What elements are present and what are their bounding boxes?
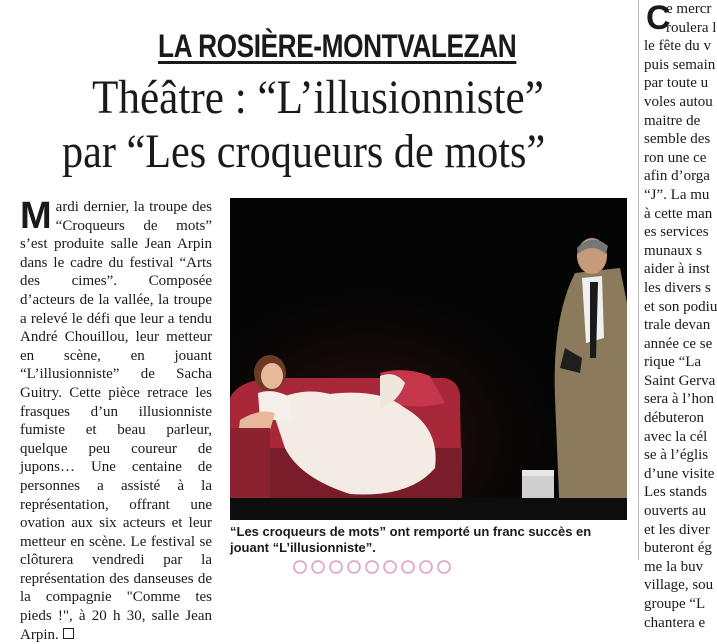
adjacent-column-line: e mercr [666, 1, 712, 17]
adjacent-column-line: me la buv [644, 558, 704, 575]
adjacent-column-line: trale devan [644, 317, 711, 334]
adjacent-column-line: puis semain [644, 56, 716, 73]
adjacent-column-line: se à l’églis [644, 447, 709, 464]
adjacent-column-line: rique “La [644, 354, 702, 371]
adjacent-column-line: avec la cél [644, 428, 708, 445]
adjacent-column-line: et son podiu [644, 298, 717, 315]
adjacent-column-line: voles autou [644, 93, 713, 110]
adjacent-column-line: le fête du v [644, 38, 712, 55]
adjacent-column-line: Saint Gerva [644, 372, 716, 389]
adjacent-column-line: sera à l’hon [644, 391, 714, 408]
article-dropcap: M [20, 195, 52, 237]
adjacent-column-line: chantera e [644, 614, 706, 631]
adjacent-column-line: groupe “L [644, 596, 706, 612]
adjacent-column-line: et les diver [644, 521, 710, 538]
adjacent-column-line: ouverts au [644, 503, 707, 520]
adjacent-column-line: aider à inst [644, 261, 710, 278]
adjacent-column-line: es services [644, 224, 709, 241]
adjacent-article-column [644, 0, 717, 631]
theatre-photo [230, 198, 627, 520]
adjacent-column-line: les divers s [644, 279, 711, 296]
adjacent-column-line: roulera l [666, 19, 717, 36]
adjacent-column-line: munaux s [644, 242, 702, 259]
adjacent-column-line: par toute u [644, 75, 709, 92]
adjacent-column-line: d’une visite [644, 465, 715, 482]
adjacent-column-line: débuteron [644, 410, 704, 427]
adjacent-column-line: à cette man [644, 205, 713, 222]
article-text: ardi dernier, la troupe des “Croqueurs de mots” s’est produite salle Jean Arpin dans le cadre du festival “Arts des cimes”. Composée d’acteurs de la vallée, la troupe a relevé le défi que leur a tendu André Chouillou, leur metteur en scène, en jouant “L’illusionniste” de Sacha Guitry. Cette pièce retrace les frasques d’un illusionniste fumiste et beau parleur, quelque peu coureur de jupons… Une centaine de personnes a assisté à la représentation, offrant une ovation aux six acteurs et leur metteur en scène. Le festival se clôturera vendredi par la représentation des danseuses de la compagnie "Comme tes pieds !", à 20 h 30, salle Jean Arpin. [20, 199, 212, 643]
adjacent-column-line: maitre de [644, 112, 701, 129]
article-body [20, 195, 212, 644]
stage-scene-illustration [230, 198, 627, 520]
end-of-article-mark [63, 628, 74, 639]
adjacent-dropcap: C [646, 0, 671, 37]
adjacent-column-line: Les stands [644, 484, 707, 501]
decorative-ornament [290, 559, 450, 567]
headline-line-2: par “Les croqueurs de mots” [62, 125, 546, 178]
headline-line-1: Théâtre : “L’illusionniste” [92, 71, 544, 124]
adjacent-column-line: afin d’orga [644, 168, 710, 185]
section-kicker: LA ROSIÈRE-MONTVALEZAN [158, 28, 517, 64]
adjacent-column-line: buteront ég [644, 540, 712, 557]
adjacent-column-line: semble des [644, 131, 711, 148]
adjacent-column-line: village, sou [644, 577, 714, 594]
adjacent-column-line: “J”. La mu [644, 186, 710, 203]
adjacent-column-line: année ce se [644, 335, 713, 352]
column-rule [638, 0, 639, 560]
adjacent-column-line: ron une ce [644, 149, 707, 166]
photo-caption: “Les croqueurs de mots” ont remporté un franc succès en jouant “L’illusionniste”. [230, 524, 592, 555]
